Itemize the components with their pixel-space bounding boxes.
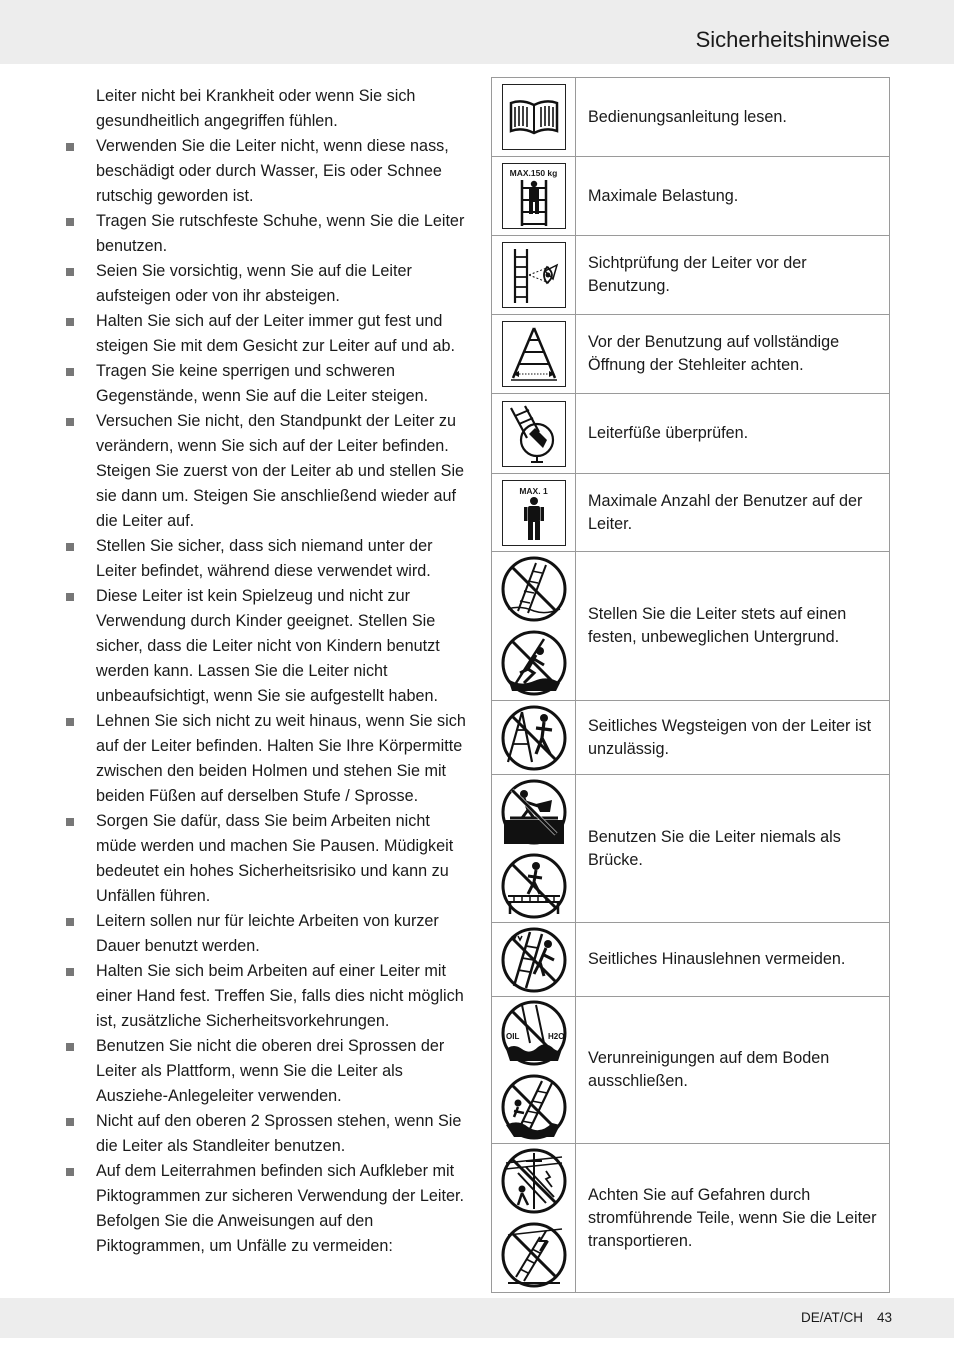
oil-label: OIL — [505, 1032, 519, 1041]
pictogram-table — [491, 77, 890, 1293]
instruction-item: Benutzen Sie nicht die oberen drei Sprossen der Leiter als Plattform, wenn Sie die Leiter als Ausziehe-Anlegeleiter verwenden. — [64, 1034, 469, 1109]
instruction-item: Nicht auf den oberen 2 Sprossen stehen, wenn Sie die Leiter als Standleiter benutzen. — [64, 1109, 469, 1159]
instruction-item: Leiter nicht bei Krankheit oder wenn Sie sich gesundheitlich angegriffen fühlen. — [96, 87, 416, 130]
instruction-item: Tragen Sie keine sperrigen und schweren Gegenstände, wenn Sie auf die Leiter steigen. — [64, 359, 469, 409]
bullet-icon — [66, 1118, 74, 1126]
no-power-line-contact-icon — [500, 1221, 568, 1289]
instruction-item: Lehnen Sie sich nicht zu weit hinaus, wenn Sie sich auf der Leiter befinden. Halten Sie Ihre Körpermitte zwischen den beiden Holmen und stehen Sie mit beiden Füßen auf derselben Stufe / Sprosse. — [64, 709, 469, 809]
page-footer — [0, 1298, 954, 1338]
pictogram-text: Seitliches Hinauslehnen vermeiden. — [588, 950, 846, 968]
instruction-item: Stellen Sie sicher, dass sich niemand unter der Leiter befindet, während diese verwendet wird. — [64, 534, 469, 584]
bullet-icon — [66, 593, 74, 601]
pictogram-text: Verunreinigungen auf dem Boden ausschließen. — [588, 1049, 830, 1090]
pictogram-text: Stellen Sie die Leiter stets auf einen festen, unbeweglichen Untergrund. — [588, 605, 847, 646]
pictogram-row — [492, 315, 889, 394]
stepladder-open-icon — [502, 321, 566, 387]
ladder-feet-check-icon — [502, 401, 566, 467]
bullet-icon — [66, 368, 74, 376]
no-bridge-walking-icon — [500, 852, 568, 920]
instruction-item: Auf dem Leiterrahmen befinden sich Aufkleber mit Piktogrammen zur sicheren Verwendung der Leiter. Befolgen Sie die Anweisungen auf den Piktogrammen, um Unfälle zu vermeiden: — [64, 1159, 469, 1259]
max-load-icon: MAX.150 kg — [502, 163, 566, 229]
bullet-icon — [66, 218, 74, 226]
page-number: 43 — [876, 1310, 892, 1325]
pictogram-text: Sichtprüfung der Leiter vor der Benutzung. — [588, 254, 807, 295]
no-bridge-wheelbarrow-icon — [500, 778, 568, 846]
no-contamination-icon — [500, 999, 568, 1067]
bullet-icon — [66, 418, 74, 426]
bullet-icon — [66, 818, 74, 826]
pictogram-text: Benutzen Sie die Leiter niemals als Brücke. — [588, 827, 841, 869]
instruction-item: Verwenden Sie die Leiter nicht, wenn diese nass, beschädigt oder durch Wasser, Eis oder Schnee rutschig geworden ist. — [64, 134, 469, 209]
instruction-item: Seien Sie vorsichtig, wenn Sie auf die Leiter aufsteigen oder von ihr absteigen. — [64, 259, 469, 309]
bullet-icon — [66, 968, 74, 976]
instruction-item: Sorgen Sie dafür, dass Sie beim Arbeiten nicht müde werden und machen Sie Pausen. Müdigkeit bedeutet ein hohes Sicherheitsrisiko und kann zu Unfällen führen. — [64, 809, 469, 909]
electrical-hazard-icon — [500, 1147, 568, 1215]
pictogram-row — [492, 923, 889, 997]
bullet-icon — [66, 918, 74, 926]
pictogram-row — [492, 775, 889, 923]
no-leaning-icon — [500, 926, 568, 994]
manual-book-icon — [502, 84, 566, 150]
bullet-icon — [66, 1043, 74, 1051]
bullet-icon — [66, 318, 74, 326]
pictogram-row — [492, 236, 889, 315]
bullet-icon — [66, 268, 74, 276]
pictogram-row — [492, 552, 889, 701]
no-side-step-icon — [500, 704, 568, 772]
pictogram-text: Seitliches Wegsteigen von der Leiter ist unzulässig. — [588, 716, 872, 758]
instruction-item: Leitern sollen nur für leichte Arbeiten von kurzer Dauer benutzt werden. — [64, 909, 469, 959]
pictogram-row — [492, 701, 889, 775]
bullet-icon — [66, 143, 74, 151]
instruction-item: Tragen Sie rutschfeste Schuhe, wenn Sie die Leiter benutzen. — [64, 209, 469, 259]
pictogram-row — [492, 157, 889, 236]
pictogram-row — [492, 394, 889, 474]
pictogram-text: Leiterfüße überprüfen. — [588, 424, 749, 442]
instruction-item: Halten Sie sich auf der Leiter immer gut fest und steigen Sie mit dem Gesicht zur Leiter auf und ab. — [64, 309, 469, 359]
footer-locale: DE/AT/CH — [800, 1310, 863, 1325]
pictogram-text: Maximale Anzahl der Benutzer auf der Leiter. — [588, 491, 863, 533]
bullet-icon — [66, 543, 74, 551]
ladder-inspection-icon — [502, 242, 566, 308]
water-label: H2O — [547, 1032, 564, 1041]
no-slippery-floor-icon — [500, 1073, 568, 1141]
bullet-icon — [66, 1168, 74, 1176]
no-unstable-ground-icon — [500, 555, 568, 623]
pictogram-row — [492, 1144, 889, 1293]
pictogram-row — [492, 997, 889, 1144]
pictogram-text: Maximale Belastung. — [588, 186, 739, 205]
instruction-item: Diese Leiter ist kein Spielzeug und nicht zur Verwendung durch Kinder geeignet. Stellen Sie sicher, dass die Leiter nicht von Kindern benutzt werden kann. Lassen Sie die Leiter nicht unbeaufsichtigt, wenn Sie sie aufgestellt haben. — [64, 584, 469, 709]
instruction-item: Halten Sie sich beim Arbeiten auf einer Leiter mit einer Hand fest. Treffen Sie, falls dies nicht möglich ist, zusätzliche Sicherheitsvorkehrungen. — [64, 959, 469, 1034]
no-slippery-base-icon — [500, 629, 568, 697]
pictogram-row — [492, 474, 889, 552]
max-users-icon: MAX. 1 — [502, 480, 566, 546]
page-title: Sicherheitshinweise — [695, 27, 890, 52]
instruction-list — [64, 84, 469, 1259]
pictogram-text: Bedienungsanleitung lesen. — [588, 107, 787, 126]
pictogram-row — [492, 78, 889, 157]
pictogram-text: Achten Sie auf Gefahren durch stromführende Teile, wenn Sie die Leiter transportieren. — [588, 1185, 877, 1250]
page-header — [0, 0, 954, 64]
instruction-item: Versuchen Sie nicht, den Standpunkt der Leiter zu verändern, wenn Sie sich auf der Leiter befinden. Steigen Sie zuerst von der Leiter ab und stellen Sie sie dann um. Steigen Sie anschließend wieder auf die Leiter auf. — [64, 409, 469, 534]
pictogram-text: Vor der Benutzung auf vollständige Öffnung der Stehleiter achten. — [588, 333, 840, 374]
bullet-icon — [66, 718, 74, 726]
